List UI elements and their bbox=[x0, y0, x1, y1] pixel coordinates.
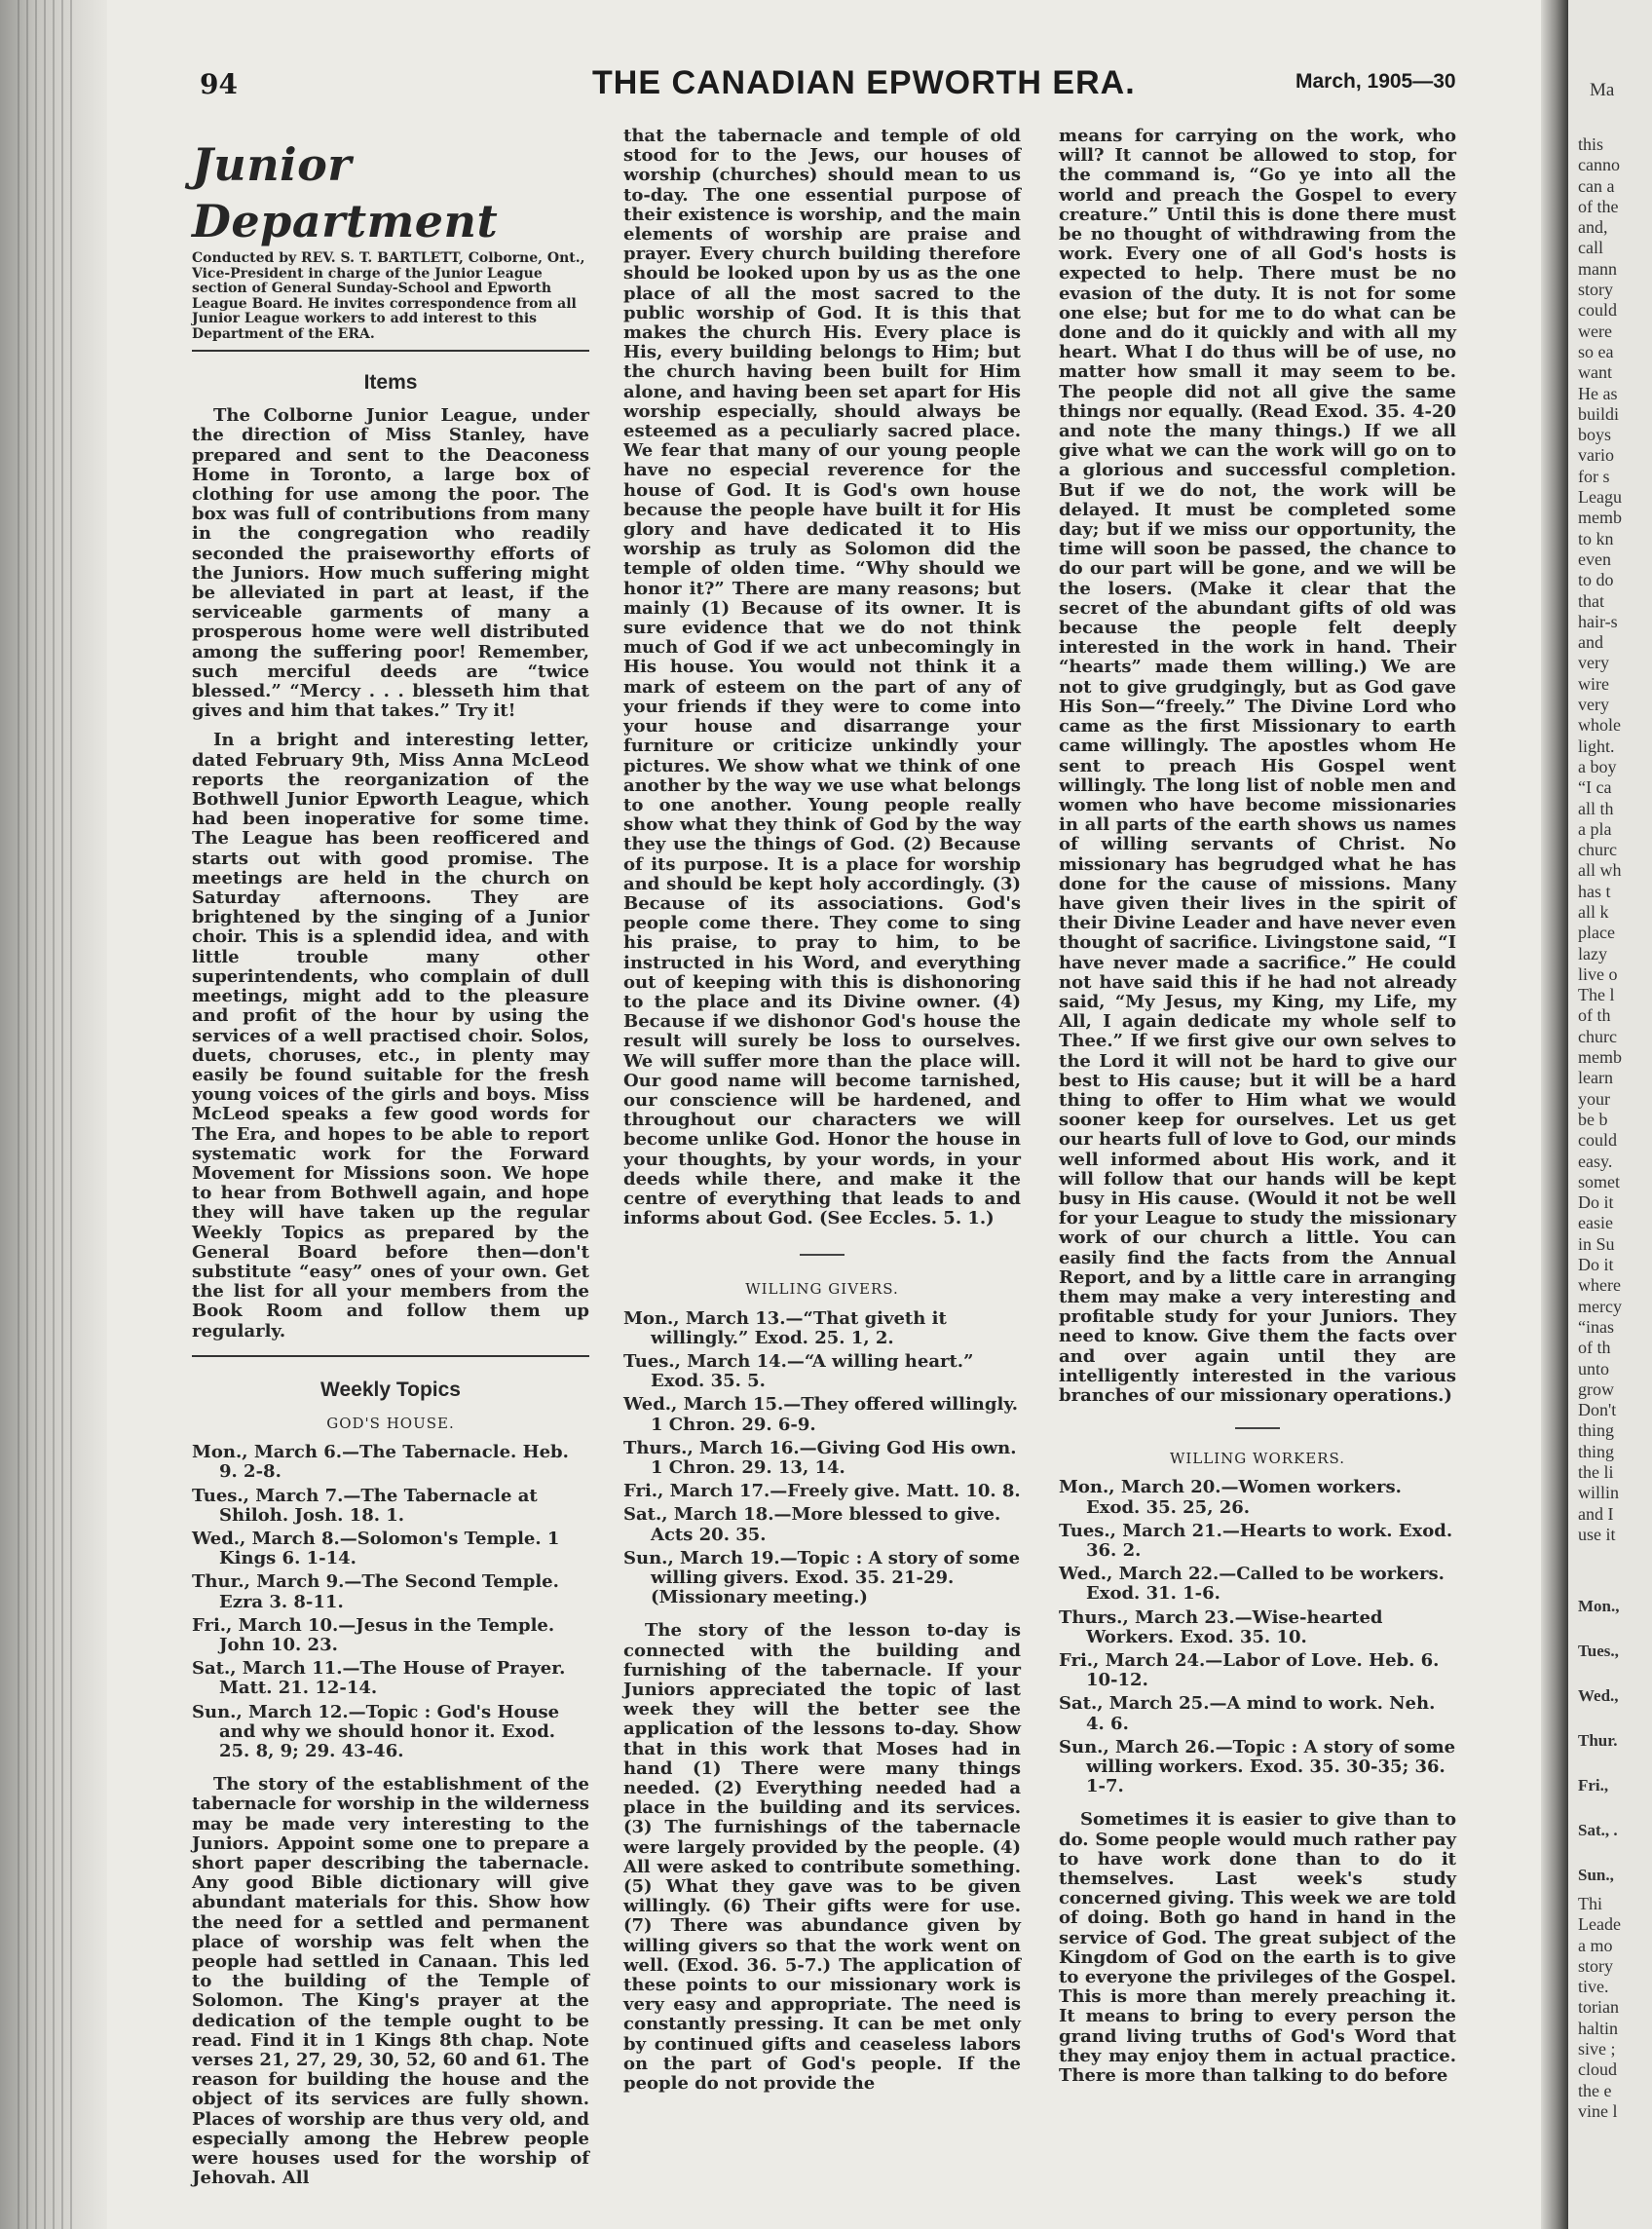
adjacent-line-fragment: light. bbox=[1578, 736, 1615, 756]
short-divider bbox=[1235, 1427, 1280, 1429]
topic-entry: Sat., March 11.—The House of Prayer. Matt. 21. 12-14. bbox=[192, 1658, 566, 1699]
adjacent-line-fragment: and I bbox=[1578, 1503, 1614, 1524]
topic-entry: Thurs., March 16.—Giving God His own. 1 Chron. 29. 13, 14. bbox=[623, 1437, 1017, 1478]
topic-entry: Tues., March 21.—Hearts to work. Exod. 36. 2. bbox=[1059, 1520, 1453, 1562]
adjacent-line-fragment: in Su bbox=[1578, 1233, 1615, 1254]
adjacent-line-fragment: whole bbox=[1578, 715, 1621, 736]
adjacent-line-fragment: where bbox=[1578, 1275, 1621, 1296]
adjacent-line-fragment: were bbox=[1578, 321, 1612, 341]
adjacent-line-fragment: memb bbox=[1578, 1047, 1622, 1068]
adjacent-line-fragment: Do it bbox=[1578, 1192, 1614, 1213]
adjacent-line-fragment: to kn bbox=[1578, 528, 1614, 548]
adjacent-line-fragment: unto bbox=[1578, 1358, 1610, 1379]
adjacent-line-fragment: of th bbox=[1578, 1338, 1611, 1358]
adjacent-line-fragment: grow bbox=[1578, 1379, 1614, 1399]
adjacent-line-fragment: very bbox=[1578, 653, 1609, 673]
adjacent-line-fragment: mann bbox=[1578, 258, 1617, 279]
items-heading: Items bbox=[363, 371, 418, 394]
adjacent-line-fragment: so ea bbox=[1578, 341, 1614, 361]
adjacent-page-days bbox=[1578, 1584, 1620, 1898]
adjacent-line-fragment: a boy bbox=[1578, 756, 1617, 776]
page-gutter bbox=[0, 0, 107, 2229]
adjacent-line-fragment: vario bbox=[1578, 445, 1614, 466]
adjacent-line-fragment: hair-s bbox=[1578, 611, 1618, 631]
topic-entry: Mon., March 20.—Women workers. Exod. 35. 25, 26. bbox=[1059, 1477, 1402, 1518]
adjacent-line-fragment: story bbox=[1578, 280, 1613, 300]
adjacent-tail-fragment: Leade bbox=[1578, 1914, 1621, 1935]
adjacent-line-fragment: lazy bbox=[1578, 943, 1607, 963]
adjacent-page-fragment bbox=[1568, 0, 1652, 2229]
book-spine bbox=[1541, 0, 1568, 2229]
adjacent-page-lines bbox=[1578, 134, 1652, 1545]
adjacent-line-fragment: “I ca bbox=[1578, 777, 1612, 798]
topic-entry: Thur., March 9.—The Second Temple. Ezra 3. 8-11. bbox=[192, 1571, 559, 1612]
adjacent-line-fragment: Don't bbox=[1578, 1400, 1617, 1420]
gods-house-paragraph: The story of the establishment of the tabernacle for worship in the wilderness may be made very interesting to the Juniors. Appoint some one to prepare a short paper describing the tabernacle. Any good Bible dictionary will give abundant materials for this. Show how the need for a settled and permanent place of worship was felt when the people had settled in Canaan. This led to the building of the Temple of Solomon. The King's prayer at the dedication of the temple ought to be read. Find it in 1 Kings 8th chap. Note verses 21, 27, 29, 30, 52, 60 and 61. The reason for building the house and the object of its services are fully shown. Places of worship are thus very old, and especially among the Hebrew people were houses used for the worship of Jehovah. All bbox=[192, 1774, 589, 2189]
adjacent-line-fragment: The l bbox=[1578, 985, 1615, 1005]
adjacent-line-fragment: this bbox=[1578, 134, 1604, 154]
weekly-topics-heading: Weekly Topics bbox=[320, 1378, 461, 1401]
topic-entry: Sun., March 12.—Topic : God's House and why we should honor it. Exod. 25. 8, 9; 29. 43-46. bbox=[192, 1701, 560, 1761]
column-3 bbox=[1059, 127, 1456, 2096]
topic-entry: Sat., March 18.—More blessed to give. Acts 20. 35. bbox=[623, 1504, 1001, 1545]
items-paragraph: In a bright and interesting letter, dated February 9th, Miss Anna McLeod reports the reorganization of the Bothwell Junior Epworth League, which had been inoperative for some time. The League has been reofficered and starts out with good promise. The meetings are held in the church on Saturday afternoons. They are brightened by the singing of a Junior choir. This is a splendid idea, and with little trouble many other superintendents, who complain of dull meetings, might add to the pleasure and profit of the hour by using the services of a well practised choir. Solos, duets, choruses, etc., in plenty may easily be found suitable for the fresh young voices of the girls and boys. Miss McLeod speaks a few good words for The Era, and hopes to be able to report systematic work for the Forward Movement for Missions soon. We hope to hear from Bothwell again, and hope they will have taken up the regular Weekly Topics as prepared by the General Board before then—don't substitute “easy” ones of your own. Get the list for all your members from the Book Room and follow them up regularly. bbox=[192, 730, 589, 1341]
adjacent-tail-fragment: story bbox=[1578, 1955, 1613, 1976]
adjacent-line-fragment: of the bbox=[1578, 196, 1619, 216]
binding-edge bbox=[18, 0, 76, 2229]
department-byline: Conducted by REV. S. T. BARTLETT, Colborne, Ont., Vice-President in charge of the Junior League section of General Sunday-School and Epworth League Board. He invites correspondence from all Junior League workers to add interest to this Department of the ERA. bbox=[192, 250, 585, 342]
topic-entry: Sun., March 26.—Topic : A story of some willing workers. Exod. 35. 30-35; 36. 1-7. bbox=[1059, 1736, 1456, 1797]
adjacent-line-fragment: even bbox=[1578, 548, 1611, 569]
gods-house-topics bbox=[192, 1443, 589, 1761]
section-divider bbox=[192, 350, 589, 352]
adjacent-line-fragment: “inas bbox=[1578, 1316, 1614, 1337]
adjacent-line-fragment: all wh bbox=[1578, 860, 1622, 881]
gods-house-subheading: GOD'S HOUSE. bbox=[326, 1414, 455, 1432]
adjacent-line-fragment: a pla bbox=[1578, 818, 1612, 839]
adjacent-day-fragment: Sat., . bbox=[1578, 1821, 1618, 1839]
adjacent-line-fragment: live o bbox=[1578, 963, 1618, 984]
topic-entry: Tues., March 14.—“A willing heart.” Exod. 35. 5. bbox=[623, 1350, 974, 1392]
adjacent-line-fragment: memb bbox=[1578, 508, 1622, 528]
adjacent-day-fragment: Fri., bbox=[1578, 1776, 1609, 1795]
adjacent-line-fragment: could bbox=[1578, 300, 1617, 321]
short-divider bbox=[800, 1254, 845, 1256]
topic-entry: Mon., March 13.—“That giveth it willingly.” Exod. 25. 1, 2. bbox=[623, 1307, 947, 1348]
adjacent-line-fragment: of th bbox=[1578, 1005, 1611, 1026]
section-divider bbox=[192, 1355, 589, 1357]
adjacent-line-fragment: He as bbox=[1578, 383, 1618, 403]
adjacent-line-fragment: all th bbox=[1578, 798, 1614, 818]
department-title: Junior Department bbox=[192, 138, 499, 247]
adjacent-line-fragment: could bbox=[1578, 1130, 1617, 1151]
topic-entry: Thurs., March 23.—Wise-hearted Workers. Exod. 35. 10. bbox=[1059, 1606, 1383, 1647]
topic-entry: Mon., March 6.—The Tabernacle. Heb. 9. 2-8. bbox=[192, 1442, 569, 1483]
adjacent-line-fragment: be b bbox=[1578, 1109, 1608, 1129]
adjacent-tail-fragment: Thi bbox=[1578, 1894, 1602, 1913]
column-1 bbox=[192, 127, 589, 2198]
topic-entry: Sat., March 25.—A mind to work. Neh. 4. 6. bbox=[1059, 1693, 1436, 1734]
topic-entry: Fri., March 17.—Freely give. Matt. 10. 8. bbox=[623, 1481, 1021, 1502]
adjacent-tail-fragment: haltin bbox=[1578, 2018, 1618, 2038]
adjacent-line-fragment: and bbox=[1578, 632, 1603, 653]
topic-entry: Fri., March 10.—Jesus in the Temple. John 10. 23. bbox=[192, 1614, 555, 1655]
willing-givers-topics bbox=[623, 1309, 1021, 1608]
adjacent-day-fragment: Wed., bbox=[1578, 1686, 1619, 1705]
adjacent-page-tail bbox=[1578, 1894, 1621, 2122]
adjacent-tail-fragment: a mo bbox=[1578, 1935, 1613, 1955]
adjacent-line-fragment: learn bbox=[1578, 1068, 1613, 1088]
adjacent-day-fragment: Mon., bbox=[1578, 1597, 1620, 1615]
adjacent-line-fragment: Do it bbox=[1578, 1255, 1614, 1275]
adjacent-line-fragment: canno bbox=[1578, 155, 1620, 175]
adjacent-line-fragment: somet bbox=[1578, 1171, 1620, 1191]
adjacent-day-fragment: Sun., bbox=[1578, 1866, 1614, 1884]
adjacent-tail-fragment: cloud bbox=[1578, 2059, 1617, 2080]
journal-title: THE CANADIAN EPWORTH ERA. bbox=[592, 64, 1136, 101]
topic-entry: Sun., March 19.—Topic : A story of some willing givers. Exod. 35. 21-29. (Missionary meeting.) bbox=[623, 1547, 1021, 1608]
adjacent-line-fragment: place bbox=[1578, 923, 1615, 943]
adjacent-tail-fragment: torian bbox=[1578, 1997, 1619, 2018]
adjacent-line-fragment: all k bbox=[1578, 901, 1609, 922]
willing-givers-paragraph: The story of the lesson to-day is connected with the building and furnishing of the tabernacle. If your Juniors appreciated the topic of last week they will the better see the application of the lessons to-day. Show that in this work that Moses had in hand (1) There were many things needed. (2) Everything needed had a place in the building and its services. (3) The furnishings of the tabernacle were largely provided by the people. (4) All were asked to contribute something. (5) What they gave was to be given willingly. (6) Their gifts were for use. (7) There was abundance given by willing givers so that the work went on well. (Exod. 36. 5-7.) The application of these points to our missionary work is very easy and appropriate. The need is constantly pressing. It can be met only by continued gifts and ceaseless labors on the part of God's people. If the people do not provide the bbox=[623, 1620, 1021, 2095]
topic-entry: Wed., March 15.—They offered willingly. 1 Chron. 29. 6-9. bbox=[623, 1394, 1018, 1435]
willing-givers-paragraph-continued: means for carrying on the work, who will? It cannot be allowed to stop, for the command is, “Go ye into all the world and preach the Gospel to every creature.” Until this is done there must be no thought of withdrawing from the work. Every one of all God's hosts is expected to help. There must be no evasion of the duty. It is not for some one else; but for me to do what can be done and do it quickly and with all my heart. What I do thus will be of use, no matter how small it may seem to be. The people did not all give the same things nor equally. (Read Exod. 35. 4-20 and note the many things.) If we all give what we can the work will go on to a glorious and successful completion. But if we do not, the work will be delayed. It must be completed some day; but if we miss our opportunity, the time will soon be passed, the chance to do our part will be gone, and we will be the losers. (Make it clear that the secret of the abundant gifts of old was because the people felt deeply interested in the work in hand. Their “hearts” made them willing.) We are not to give grudgingly, but as God gave His Son—“freely.” The Divine Lord who came as the first Missionary to earth came willingly. The apostles whom He sent to preach His Gospel went willingly. The long list of noble men and women who have become missionaries in all parts of the earth shows us names of willing servants of Christ. No missionary has begrudged what he has done for the cause of missions. Many have given their lives in the spirit of their Divine Leader and have never even thought of sacrifice. Livingstone said, “I have never made a sacrifice.” He could not have said this if he had not already said, “My Jesus, my King, my Life, my All, I again dedicate my whole self to Thee.” If we first give our own selves to the Lord it will not be hard to give our best to His cause; but it will be a hard thing to offer to Him what we would sooner keep for ourselves. Let us get our hearts full of love to God, our minds well informed about His work, and it will follow that our hands will be kept busy in His cause. (Would it not be well for your League to study the missionary work of our church a little. You can easily find the facts from the Annual Report, and by a little care in arranging them may make a very interesting and profitable study for your Juniors. They need to know. Give them the facts over and over again until they are intelligently interested in the various branches of our missionary operations.) bbox=[1059, 126, 1456, 1406]
adjacent-line-fragment: want bbox=[1578, 362, 1612, 383]
willing-givers-subheading: WILLING GIVERS. bbox=[745, 1280, 899, 1299]
adjacent-day-fragment: Thur. bbox=[1578, 1731, 1618, 1750]
adjacent-line-fragment: easie bbox=[1578, 1213, 1613, 1233]
adjacent-line-fragment: your bbox=[1578, 1088, 1610, 1109]
adjacent-line-fragment: use it bbox=[1578, 1524, 1616, 1544]
adjacent-line-fragment: thing bbox=[1578, 1420, 1615, 1441]
willing-workers-paragraph: Sometimes it is easier to give than to do. Some people would much rather pay to have work done than to do it themselves. Last week's study concerned giving. This week we are told of doing. Both go hand in hand in the service of God. The great subject of the Kingdom of God on the earth is to give to everyone the privileges of the Gospel. This is more than merely preaching it. It means to bring to every person the grand living truths of God's Word that they may enjoy them in actual practice. There is more than talking to do before bbox=[1059, 1809, 1456, 2087]
adjacent-line-fragment: has t bbox=[1578, 881, 1611, 901]
adjacent-line-fragment: that bbox=[1578, 590, 1604, 611]
adjacent-line-fragment: call bbox=[1578, 238, 1603, 258]
adjacent-line-fragment: boys bbox=[1578, 425, 1612, 445]
adjacent-tail-fragment: the e bbox=[1578, 2080, 1612, 2100]
adjacent-line-fragment: can a bbox=[1578, 175, 1615, 196]
gods-house-paragraph-continued: that the tabernacle and temple of old stood for to the Jews, our houses of worship (churches) should mean to us to-day. The one essential purpose of their existence is worship, and the main elements of worship are praise and prayer. Every church building therefore should be looked upon by us as the one place of all the most sacred to the public worship of God. It is this that makes the church His. Every place is His, every building belongs to Him; but the church having been built for Him alone, and having been set apart for His worship especially, should always be esteemed as a peculiarly sacred place. We fear that many of our young people have no especial reverence for the house of God. It is God's own house because the people have built it for His glory and have dedicated it to His worship as truly as Solomon did the temple of olden time. “Why should we honor it?” There are many reasons; but mainly (1) Because of its owner. It is sure evidence that we do not think much of God if we act unbecomingly in His house. You would not think it a mark of esteem on the part of any of your friends if they were to come into your house and disarrange your furniture or criticize unkindly your pictures. We show what we think of one another by the way we use what belongs to one another. Young people really show what they think of God by the way they use the things of God. (2) Because of its purpose. It is a place for worship and should be kept holy accordingly. (3) Because of its associations. God's people come there. They come to sing his praise, to pray to him, to be instructed in his Word, and everything out of keeping with this is dishonoring to the place and its Divine owner. (4) Because if we dishonor God's house the result will surely be loss to ourselves. We will suffer more than the place will. Our good name will become tarnished, our conscience will be hardened, and throughout our characters we will become unlike God. Honor the house in your thoughts, by your words, in your deeds while there, and make it the centre of everything that leads to and informs about God. (See Eccles. 5. 1.) bbox=[623, 126, 1021, 1229]
adjacent-line-fragment: and, bbox=[1578, 217, 1608, 238]
adjacent-tail-fragment: tive. bbox=[1578, 1977, 1609, 1997]
adjacent-line-fragment: willin bbox=[1578, 1483, 1620, 1503]
adjacent-tail-fragment: sive ; bbox=[1578, 2039, 1616, 2059]
willing-workers-subheading: WILLING WORKERS. bbox=[1169, 1450, 1346, 1468]
adjacent-line-fragment: thing bbox=[1578, 1441, 1615, 1461]
adjacent-line-fragment: Leagu bbox=[1578, 487, 1622, 508]
items-paragraph: The Colborne Junior League, under the direction of Miss Stanley, have prepared and sent to the Deaconess Home in Toronto, a large box of clothing for use among the poor. The box was full of contributions from many in the congregation who readily seconded the praiseworthy efforts of the Juniors. How much suffering might be alleviated in part at least, if the serviceable garments of many a prosperous home were well distributed among the suffering poor! Remember, such merciful deeds are “twice blessed.” “Mercy . . . blesseth him that gives and him that takes.” Try it! bbox=[192, 405, 589, 722]
adjacent-line-fragment: the li bbox=[1578, 1462, 1614, 1482]
adjacent-line-fragment: churc bbox=[1578, 1026, 1617, 1046]
adjacent-line-fragment: buildi bbox=[1578, 403, 1620, 424]
adjacent-line-fragment: wire bbox=[1578, 673, 1609, 694]
adjacent-line-fragment: for s bbox=[1578, 466, 1610, 486]
adjacent-line-fragment: very bbox=[1578, 695, 1609, 715]
adjacent-line-fragment: to do bbox=[1578, 570, 1614, 590]
issue-date: March, 1905—30 bbox=[1295, 70, 1456, 93]
topic-entry: Wed., March 8.—Solomon's Temple. 1 Kings 6. 1-14. bbox=[192, 1528, 560, 1569]
adjacent-page-header: Ma bbox=[1590, 80, 1615, 100]
page-number: 94 bbox=[200, 68, 238, 100]
column-2 bbox=[623, 127, 1021, 2103]
adjacent-line-fragment: mercy bbox=[1578, 1296, 1622, 1316]
topic-entry: Fri., March 24.—Labor of Love. Heb. 6. 10-12. bbox=[1059, 1650, 1440, 1691]
willing-workers-topics bbox=[1059, 1478, 1456, 1796]
topic-entry: Wed., March 22.—Called to be workers. Exod. 31. 1-6. bbox=[1059, 1564, 1445, 1605]
adjacent-day-fragment: Tues., bbox=[1578, 1642, 1619, 1660]
topic-entry: Tues., March 7.—The Tabernacle at Shiloh. Josh. 18. 1. bbox=[192, 1485, 538, 1526]
adjacent-tail-fragment: vine l bbox=[1578, 2100, 1618, 2121]
adjacent-line-fragment: churc bbox=[1578, 840, 1617, 860]
adjacent-line-fragment: easy. bbox=[1578, 1151, 1613, 1171]
